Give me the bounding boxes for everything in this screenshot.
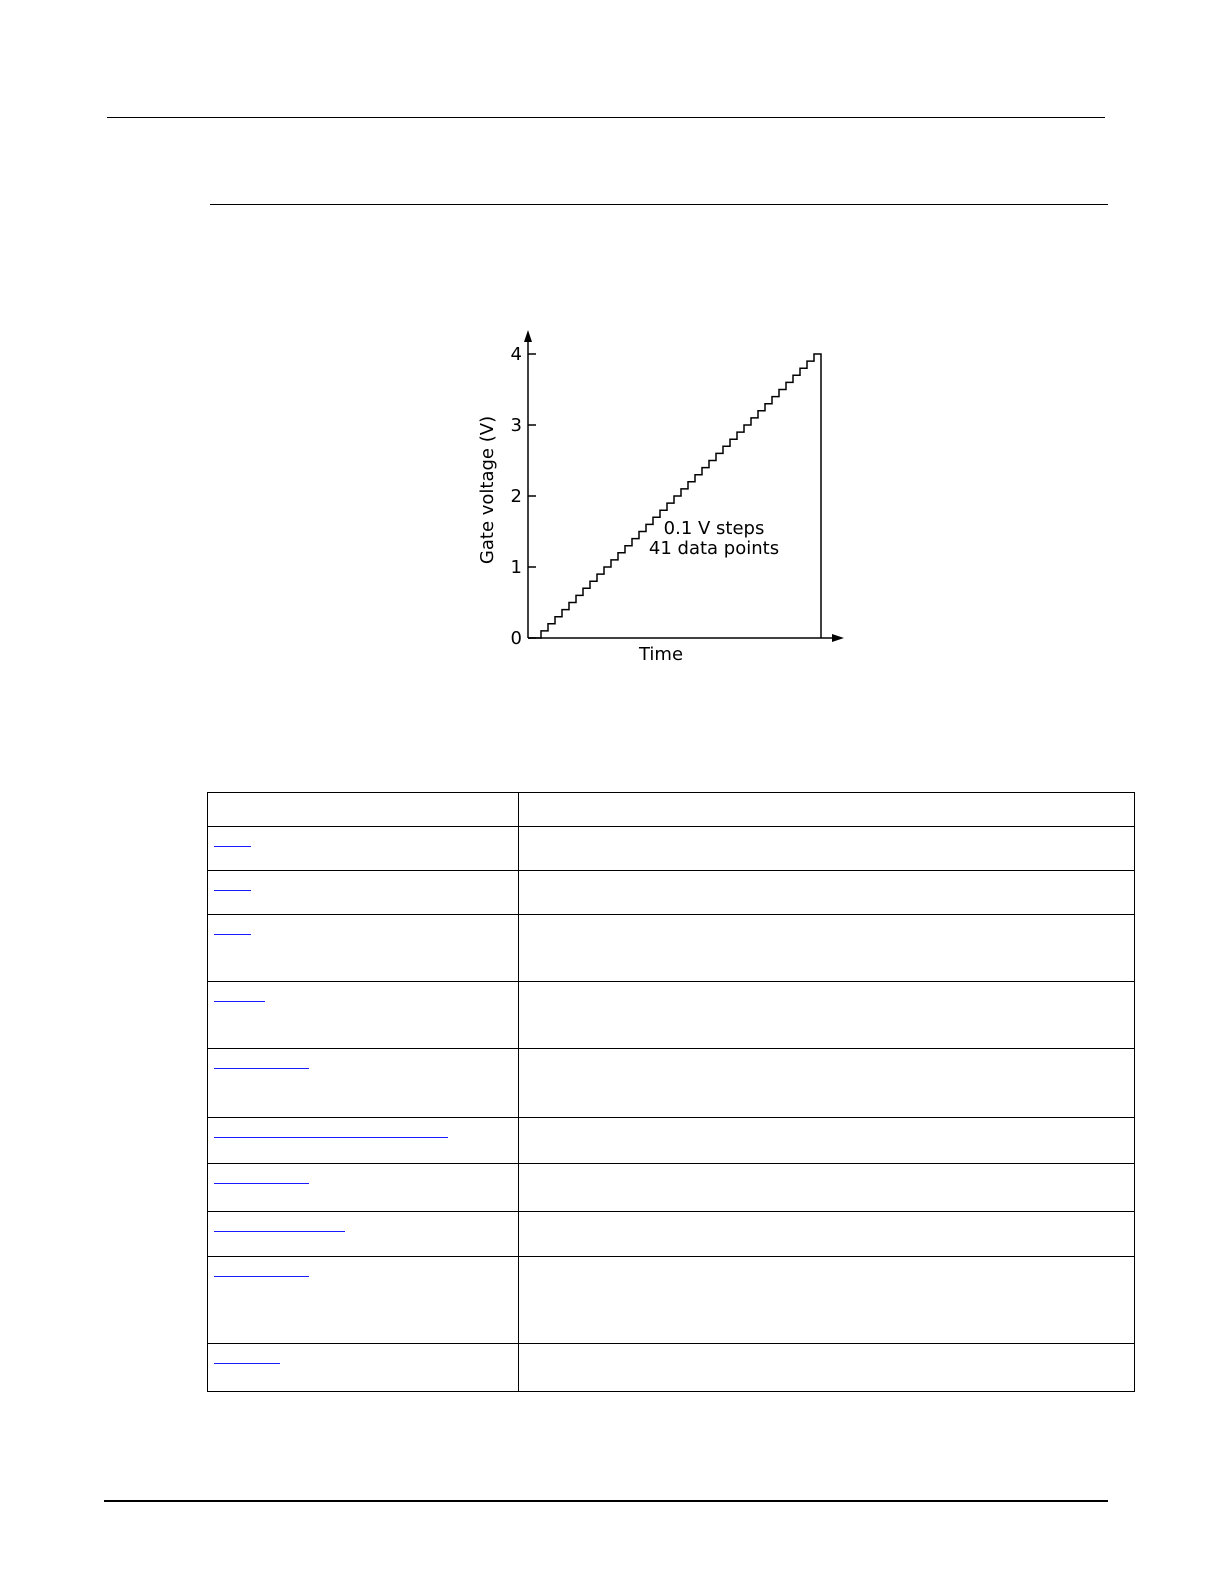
table-cell-description bbox=[519, 982, 1135, 1049]
table-cell-description bbox=[519, 1257, 1135, 1344]
table-cell-description bbox=[519, 1164, 1135, 1212]
reference-link[interactable] bbox=[214, 1068, 309, 1069]
table-cell-link bbox=[208, 915, 519, 982]
x-axis-arrow bbox=[832, 634, 844, 642]
y-tick-label: 4 bbox=[510, 344, 522, 365]
table-cell-description bbox=[519, 827, 1135, 871]
table-cell-link bbox=[208, 982, 519, 1049]
table-cell-link bbox=[208, 871, 519, 915]
table-row bbox=[208, 1257, 1135, 1344]
table-cell-description bbox=[519, 1049, 1135, 1118]
table-cell-description bbox=[519, 1212, 1135, 1257]
reference-link[interactable] bbox=[214, 1276, 309, 1277]
table-row bbox=[208, 827, 1135, 871]
table-cell-description bbox=[519, 1118, 1135, 1164]
annotation-step-size: 0.1 V steps bbox=[663, 518, 765, 539]
chart-axes bbox=[524, 330, 844, 642]
table-row bbox=[208, 1212, 1135, 1257]
table-row bbox=[208, 915, 1135, 982]
staircase-chart bbox=[460, 318, 860, 678]
y-tick-label: 0 bbox=[510, 628, 522, 649]
table-cell-description bbox=[519, 1344, 1135, 1392]
section-rule bbox=[210, 204, 1108, 205]
table-cell-link bbox=[208, 1118, 519, 1164]
annotation-data-points: 41 data points bbox=[648, 538, 780, 559]
table-cell-link bbox=[208, 1344, 519, 1392]
gate-voltage-staircase-figure bbox=[460, 318, 860, 678]
table-row bbox=[208, 1344, 1135, 1392]
y-tick-label: 3 bbox=[510, 415, 522, 436]
footer-rule bbox=[104, 1500, 1108, 1502]
table-row bbox=[208, 1118, 1135, 1164]
table-cell-link bbox=[208, 827, 519, 871]
reference-link[interactable] bbox=[214, 890, 251, 891]
table-cell-link bbox=[208, 1257, 519, 1344]
table-row bbox=[208, 982, 1135, 1049]
y-tick-label: 1 bbox=[510, 557, 522, 578]
reference-link[interactable] bbox=[214, 1137, 448, 1138]
table-row bbox=[208, 871, 1135, 915]
reference-link[interactable] bbox=[214, 1001, 265, 1002]
header-cell bbox=[208, 793, 519, 827]
table-cell-link bbox=[208, 1212, 519, 1257]
table-cell-description bbox=[519, 871, 1135, 915]
table-row bbox=[208, 1164, 1135, 1212]
table-header-row bbox=[208, 793, 1135, 827]
table-cell-description bbox=[519, 915, 1135, 982]
reference-link[interactable] bbox=[214, 846, 251, 847]
table-cell-link bbox=[208, 1049, 519, 1118]
reference-link[interactable] bbox=[214, 1231, 345, 1232]
reference-link[interactable] bbox=[214, 1183, 309, 1184]
y-axis-label: Gate voltage (V) bbox=[477, 415, 498, 565]
x-axis-label: Time bbox=[638, 644, 684, 665]
reference-table bbox=[207, 792, 1135, 1392]
reference-link[interactable] bbox=[214, 1363, 280, 1364]
header-cell bbox=[519, 793, 1135, 827]
table-cell-link bbox=[208, 1164, 519, 1212]
staircase-series-line bbox=[528, 354, 821, 638]
y-tick-label: 2 bbox=[510, 486, 522, 507]
header-rule bbox=[107, 117, 1105, 118]
table-body bbox=[208, 827, 1135, 1392]
reference-link[interactable] bbox=[214, 934, 251, 935]
table-row bbox=[208, 1049, 1135, 1118]
y-ticks bbox=[511, 344, 536, 649]
y-axis-arrow bbox=[524, 330, 532, 342]
